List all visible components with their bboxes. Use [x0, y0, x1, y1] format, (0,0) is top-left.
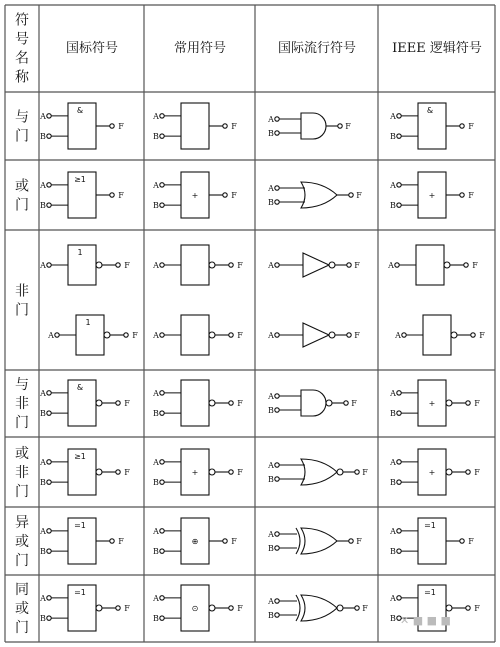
input-terminal — [397, 549, 401, 553]
gate-symbol: ⊙ — [191, 604, 199, 613]
pin-label: F — [132, 331, 138, 340]
not-body — [303, 253, 329, 277]
ieee-not-gate — [394, 315, 485, 355]
gb-gate — [39, 449, 130, 495]
pin-label: A — [390, 526, 396, 536]
input-terminal — [47, 183, 51, 187]
output-terminal — [110, 539, 114, 543]
row-label-char: 异 — [15, 515, 29, 531]
input-terminal — [160, 263, 164, 267]
output-terminal — [338, 124, 342, 128]
gate-symbol: + — [428, 399, 436, 408]
input-terminal — [47, 529, 51, 533]
output-terminal — [460, 539, 464, 543]
pin-label: A — [153, 526, 159, 536]
pin-label: A — [390, 388, 396, 398]
inversion-bubble — [446, 469, 452, 475]
header-name-char: 符 — [15, 12, 29, 29]
input-terminal — [160, 114, 164, 118]
pin-label: B — [390, 547, 396, 557]
or-body — [301, 182, 337, 208]
output-terminal — [355, 470, 359, 474]
input-terminal — [160, 616, 164, 620]
intl-gate — [267, 182, 362, 208]
gate-symbol: 1 — [85, 318, 91, 327]
pin-label: F — [118, 191, 124, 200]
pin-label: F — [118, 537, 124, 546]
xor-body — [301, 595, 337, 621]
output-terminal — [116, 470, 120, 474]
gate-symbols — [39, 103, 485, 631]
pin-label: B — [390, 201, 396, 211]
inversion-bubble — [329, 262, 335, 268]
pin-label: A — [40, 111, 46, 121]
pin-label: A — [153, 180, 159, 190]
gb-not-gate — [47, 315, 138, 355]
input-terminal — [275, 333, 279, 337]
common-gate — [152, 103, 237, 149]
pin-label: B — [268, 544, 274, 553]
pin-label: B — [40, 614, 46, 624]
and-body — [301, 390, 326, 416]
inversion-bubble — [451, 332, 457, 338]
inversion-bubble — [96, 400, 102, 406]
gate-symbol: + — [428, 191, 436, 200]
header-ieee: IEEE 逻辑符号 — [392, 41, 482, 56]
gate-symbol: & — [426, 106, 434, 115]
pin-label: A — [40, 593, 46, 603]
output-terminal — [349, 193, 353, 197]
header-common: 常用符号 — [173, 41, 227, 56]
pin-label: A — [268, 530, 274, 539]
inversion-bubble — [337, 605, 343, 611]
inversion-bubble — [337, 469, 343, 475]
input-terminal — [275, 532, 279, 536]
input-terminal — [47, 460, 51, 464]
pin-label: F — [124, 261, 130, 270]
pin-label: F — [231, 537, 237, 546]
common-gate — [152, 172, 237, 218]
output-terminal — [466, 401, 470, 405]
gate-box — [416, 245, 444, 285]
input-terminal — [47, 480, 51, 484]
pin-label: F — [124, 604, 130, 613]
input-terminal — [275, 263, 279, 267]
pin-label: B — [390, 409, 396, 419]
input-terminal — [275, 599, 279, 603]
inversion-bubble — [209, 400, 215, 406]
input-terminal — [47, 391, 51, 395]
output-terminal — [471, 333, 475, 337]
pin-label: A — [153, 593, 159, 603]
pin-label: F — [474, 468, 480, 477]
input-terminal — [275, 200, 279, 204]
output-terminal — [460, 124, 464, 128]
row-label-char: 或 — [15, 534, 29, 550]
pin-label: F — [345, 122, 351, 131]
pin-label: F — [479, 331, 485, 340]
input-terminal — [275, 546, 279, 550]
input-terminal — [55, 333, 59, 337]
common-gate — [152, 380, 243, 426]
pin-label: A — [268, 184, 274, 193]
input-terminal — [47, 203, 51, 207]
pin-label: B — [40, 478, 46, 488]
intl-gate — [267, 595, 368, 621]
pin-label: A — [390, 180, 396, 190]
gate-symbol: + — [191, 468, 199, 477]
row-label-char: 非 — [15, 283, 29, 300]
pin-label: A — [268, 597, 274, 606]
inversion-bubble — [96, 605, 102, 611]
pin-label: A — [153, 261, 159, 270]
header-name — [15, 13, 30, 86]
intl-gate — [267, 528, 362, 554]
inversion-bubble — [209, 605, 215, 611]
common-gate — [152, 585, 243, 631]
gb-gate — [39, 172, 124, 218]
input-terminal — [47, 114, 51, 118]
row-labels — [15, 110, 29, 637]
pin-label: B — [153, 132, 159, 142]
input-terminal — [160, 134, 164, 138]
pin-label: A — [268, 461, 274, 470]
pin-label: A — [153, 111, 159, 121]
inversion-bubble — [209, 262, 215, 268]
pin-label: F — [468, 191, 474, 200]
output-terminal — [347, 263, 351, 267]
input-terminal — [160, 549, 164, 553]
row-label-char: 或 — [15, 178, 29, 195]
and-body — [301, 113, 326, 139]
gate-symbol: & — [76, 106, 84, 115]
input-terminal — [160, 333, 164, 337]
gate-box — [423, 315, 451, 355]
output-terminal — [460, 193, 464, 197]
header-name-char: 称 — [15, 69, 29, 86]
input-terminal — [275, 186, 279, 190]
inversion-bubble — [104, 332, 110, 338]
row-label-char: 或 — [15, 446, 29, 462]
pin-label: A — [48, 331, 54, 340]
input-terminal — [397, 134, 401, 138]
gb-not-gate — [39, 245, 130, 285]
pin-label: B — [390, 478, 396, 488]
intl-not-gate — [267, 323, 360, 347]
output-terminal — [116, 401, 120, 405]
watermark: ✕ ■ ■ ■ — [400, 614, 451, 627]
pin-label: A — [153, 388, 159, 398]
or-body — [301, 459, 337, 485]
output-terminal — [223, 539, 227, 543]
output-terminal — [349, 539, 353, 543]
gate-symbol: =1 — [424, 588, 436, 597]
input-terminal — [160, 203, 164, 207]
pin-label: F — [231, 191, 237, 200]
xor-extra-arc — [296, 528, 300, 554]
pin-label: F — [474, 604, 480, 613]
row-label-char: 非 — [15, 465, 29, 481]
gate-box — [181, 245, 209, 285]
pin-label: F — [231, 122, 237, 131]
pin-label: A — [40, 526, 46, 536]
pin-label: A — [268, 115, 274, 124]
pin-label: F — [468, 122, 474, 131]
pin-label: F — [468, 537, 474, 546]
gb-gate — [39, 518, 124, 564]
output-terminal — [466, 606, 470, 610]
intl-gate — [267, 390, 357, 416]
inversion-bubble — [96, 262, 102, 268]
not-body — [303, 323, 329, 347]
input-terminal — [275, 394, 279, 398]
pin-label: A — [268, 261, 274, 270]
intl-not-gate — [267, 253, 360, 277]
row-label-char: 门 — [15, 302, 29, 319]
pin-label: B — [390, 614, 396, 624]
input-terminal — [275, 463, 279, 467]
pin-label: A — [40, 388, 46, 398]
gate-symbol: + — [428, 468, 436, 477]
pin-label: A — [268, 331, 274, 340]
pin-label: F — [237, 604, 243, 613]
gate-symbol: ⊕ — [191, 537, 199, 546]
input-terminal — [397, 114, 401, 118]
input-terminal — [47, 263, 51, 267]
row-label-char: 门 — [15, 128, 29, 145]
row-label-char: 门 — [15, 553, 29, 569]
pin-label: B — [268, 198, 274, 207]
pin-label: F — [237, 331, 243, 340]
gate-symbol: 1 — [77, 248, 83, 257]
gate-box — [181, 380, 209, 426]
input-terminal — [160, 596, 164, 600]
input-terminal — [47, 134, 51, 138]
gb-gate — [39, 380, 130, 426]
pin-label: B — [40, 132, 46, 142]
input-terminal — [397, 480, 401, 484]
pin-label: F — [356, 191, 362, 200]
inversion-bubble — [326, 400, 332, 406]
row-label-char: 门 — [15, 484, 29, 500]
input-terminal — [47, 549, 51, 553]
input-terminal — [397, 183, 401, 187]
inversion-bubble — [446, 400, 452, 406]
pin-label: B — [40, 409, 46, 419]
pin-label: B — [268, 406, 274, 415]
gate-symbol: & — [76, 383, 84, 392]
row-label-char: 与 — [15, 377, 29, 393]
gate-box — [181, 103, 209, 149]
input-terminal — [160, 480, 164, 484]
pin-label: F — [124, 468, 130, 477]
pin-label: B — [268, 129, 274, 138]
row-label-char: 或 — [15, 601, 29, 617]
pin-label: F — [237, 468, 243, 477]
input-terminal — [402, 333, 406, 337]
output-terminal — [229, 401, 233, 405]
pin-label: B — [268, 475, 274, 484]
common-gate — [152, 518, 237, 564]
input-terminal — [160, 529, 164, 533]
output-terminal — [355, 606, 359, 610]
output-terminal — [110, 124, 114, 128]
xor-extra-arc — [296, 595, 300, 621]
pin-label: A — [40, 261, 46, 270]
header-intl: 国际流行符号 — [277, 41, 357, 56]
pin-label: A — [40, 457, 46, 467]
gate-symbol: =1 — [74, 521, 86, 530]
pin-label: A — [395, 331, 401, 340]
input-terminal — [275, 408, 279, 412]
intl-gate — [267, 459, 368, 485]
pin-label: B — [40, 201, 46, 211]
row-label-char: 与 — [15, 109, 29, 126]
pin-label: F — [472, 261, 478, 270]
pin-label: F — [356, 537, 362, 546]
pin-label: B — [153, 409, 159, 419]
input-terminal — [397, 203, 401, 207]
pin-label: B — [153, 547, 159, 557]
input-terminal — [397, 411, 401, 415]
gate-symbol: + — [191, 191, 199, 200]
pin-label: A — [153, 457, 159, 467]
pin-label: F — [351, 399, 357, 408]
input-terminal — [397, 596, 401, 600]
input-terminal — [275, 477, 279, 481]
input-terminal — [160, 460, 164, 464]
input-terminal — [397, 529, 401, 533]
output-terminal — [229, 263, 233, 267]
ieee-gate — [389, 103, 474, 149]
input-terminal — [160, 391, 164, 395]
input-terminal — [47, 596, 51, 600]
gb-gate — [39, 585, 130, 631]
input-terminal — [275, 117, 279, 121]
input-terminal — [160, 183, 164, 187]
output-terminal — [116, 263, 120, 267]
output-terminal — [347, 333, 351, 337]
output-terminal — [223, 193, 227, 197]
inversion-bubble — [209, 469, 215, 475]
common-gate — [152, 449, 243, 495]
header-gb: 国标符号 — [65, 41, 119, 56]
pin-label: B — [153, 201, 159, 211]
output-terminal — [110, 193, 114, 197]
ieee-gate — [389, 380, 480, 426]
input-terminal — [47, 411, 51, 415]
row-label-char: 门 — [15, 620, 29, 636]
pin-label: F — [124, 399, 130, 408]
pin-label: F — [362, 604, 368, 613]
output-terminal — [344, 401, 348, 405]
intl-gate — [267, 113, 351, 139]
pin-label: B — [268, 611, 274, 620]
common-not-gate — [152, 245, 243, 285]
gb-gate — [39, 103, 124, 149]
gate-box — [181, 315, 209, 355]
ieee-gate — [389, 518, 474, 564]
ieee-gate — [389, 172, 474, 218]
header-name-char: 号 — [15, 31, 29, 48]
pin-label: B — [40, 547, 46, 557]
pin-label: A — [268, 392, 274, 401]
pin-label: F — [474, 399, 480, 408]
output-terminal — [229, 470, 233, 474]
row-label-char: 同 — [15, 582, 29, 598]
input-terminal — [397, 391, 401, 395]
row-label-char: 门 — [15, 197, 29, 214]
input-terminal — [275, 613, 279, 617]
pin-label: B — [153, 478, 159, 488]
xor-body — [301, 528, 337, 554]
ieee-gate — [389, 449, 480, 495]
gate-symbol: =1 — [424, 521, 436, 530]
header-name-char: 名 — [15, 50, 29, 67]
pin-label: F — [237, 261, 243, 270]
common-not-gate — [152, 315, 243, 355]
input-terminal — [395, 263, 399, 267]
inversion-bubble — [329, 332, 335, 338]
output-terminal — [466, 470, 470, 474]
pin-label: F — [362, 468, 368, 477]
pin-label: A — [153, 331, 159, 340]
output-terminal — [223, 124, 227, 128]
input-terminal — [397, 460, 401, 464]
output-terminal — [464, 263, 468, 267]
input-terminal — [47, 616, 51, 620]
pin-label: A — [390, 593, 396, 603]
pin-label: A — [40, 180, 46, 190]
pin-label: F — [354, 331, 360, 340]
pin-label: B — [153, 614, 159, 624]
input-terminal — [160, 411, 164, 415]
row-label-char: 门 — [15, 415, 29, 431]
output-terminal — [116, 606, 120, 610]
inversion-bubble — [209, 332, 215, 338]
output-terminal — [229, 606, 233, 610]
pin-label: A — [390, 457, 396, 467]
output-terminal — [124, 333, 128, 337]
pin-label: A — [388, 261, 394, 270]
inversion-bubble — [96, 469, 102, 475]
pin-label: F — [237, 399, 243, 408]
output-terminal — [229, 333, 233, 337]
input-terminal — [275, 131, 279, 135]
gate-symbol: ≥1 — [74, 452, 86, 461]
row-label-char: 非 — [15, 396, 29, 412]
pin-label: B — [390, 132, 396, 142]
inversion-bubble — [444, 262, 450, 268]
pin-label: F — [354, 261, 360, 270]
pin-label: A — [390, 111, 396, 121]
ieee-not-gate — [387, 245, 478, 285]
pin-label: F — [118, 122, 124, 131]
gate-symbol: =1 — [74, 588, 86, 597]
inversion-bubble — [446, 605, 452, 611]
gate-symbol: ≥1 — [74, 175, 86, 184]
